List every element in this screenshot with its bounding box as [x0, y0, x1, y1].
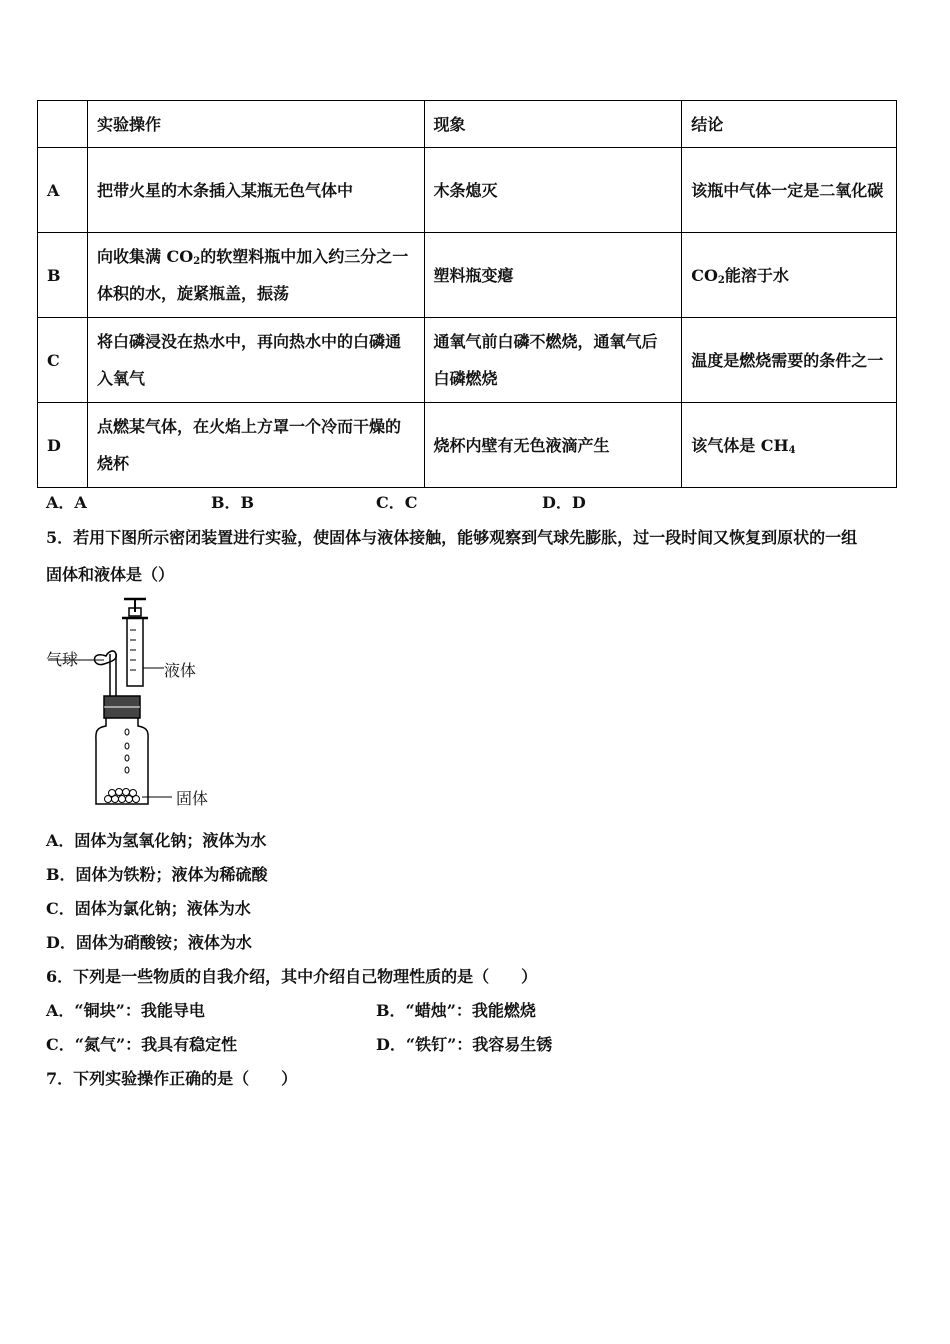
q6-option-c[interactable]: C．“氮气”：我具有稳定性	[46, 1035, 238, 1054]
row-label: D	[38, 403, 88, 488]
header-cell-label	[38, 101, 88, 148]
row-conclusion	[682, 233, 897, 318]
row-operation: 点燃某气体，在火焰上方罩一个冷而干燥的烧杯	[87, 403, 424, 488]
q6-option-a[interactable]: A．“铜块”：我能导电	[46, 1001, 205, 1020]
q4-option-a[interactable]: A．A	[46, 493, 87, 512]
row-label: A	[38, 148, 88, 233]
conclusion-text-pre: CO	[691, 265, 718, 285]
row-operation: 把带火星的木条插入某瓶无色气体中	[87, 148, 424, 233]
row-label: B	[38, 233, 88, 318]
operation-text-pre: 向收集满 CO	[96, 247, 194, 266]
q5-option-b[interactable]: B．固体为铁粉；液体为稀硫酸	[46, 865, 268, 884]
row-conclusion: 该瓶中气体一定是二氧化碳	[682, 148, 897, 233]
row-phenomenon: 塑料瓶变瘪	[424, 233, 682, 318]
subscript: 2	[193, 256, 201, 267]
figure-label-balloon: 气球	[46, 650, 79, 669]
q7-stem: 7．下列实验操作正确的是（ ）	[46, 1069, 298, 1088]
row-phenomenon: 木条熄灭	[424, 148, 682, 233]
q4-option-d[interactable]: D．D	[542, 493, 586, 512]
q5-stem-line1: 5．若用下图所示密闭装置进行实验，使固体与液体接触，能够观察到气球先膨胀，过一段时间又恢复到原状的一组	[46, 528, 858, 547]
q4-option-b[interactable]: B．B	[211, 493, 255, 512]
header-cell-phenomenon: 现象	[424, 101, 682, 148]
row-phenomenon: 烧杯内壁有无色液滴产生	[424, 403, 682, 488]
row-operation	[87, 233, 424, 318]
table-row-a	[38, 148, 897, 233]
table-row-b	[38, 233, 897, 318]
operation-text-post: 的软塑料瓶中加入约三分之一体积的水，旋紧瓶盖，振荡	[96, 247, 409, 303]
apparatus-figure	[44, 594, 224, 814]
subscript: 4	[788, 444, 796, 456]
q4-option-c[interactable]: C．C	[376, 493, 418, 512]
header-cell-operation: 实验操作	[87, 101, 424, 148]
row-conclusion	[682, 403, 897, 488]
row-phenomenon: 通氧气前白磷不燃烧，通氧气后白磷燃烧	[424, 318, 682, 403]
q6-stem: 6．下列是一些物质的自我介绍，其中介绍自己物理性质的是（ ）	[46, 967, 538, 986]
q6-option-b[interactable]: B．“蜡烛”：我能燃烧	[376, 1001, 536, 1020]
header-cell-conclusion: 结论	[682, 101, 897, 148]
q5-option-a[interactable]: A．固体为氢氧化钠；液体为水	[46, 831, 267, 850]
subscript: 2	[717, 274, 725, 286]
conclusion-text-pre: 该气体是 CH	[691, 435, 789, 455]
table-header-row	[38, 101, 897, 148]
figure-label-liquid: 液体	[164, 661, 197, 680]
q5-option-c[interactable]: C．固体为氯化钠；液体为水	[46, 899, 251, 918]
q6-option-d[interactable]: D．“铁钉”：我容易生锈	[376, 1035, 553, 1054]
experiment-table	[37, 100, 897, 488]
q5-stem-line2: 固体和液体是（）	[46, 565, 175, 584]
figure-label-solid: 固体	[176, 789, 209, 808]
conclusion-text-post: 能溶于水	[724, 265, 789, 285]
apparatus-drawing	[44, 594, 224, 814]
table-row-c	[38, 318, 897, 403]
row-operation: 将白磷浸没在热水中，再向热水中的白磷通入氧气	[87, 318, 424, 403]
row-label: C	[38, 318, 88, 403]
row-conclusion: 温度是燃烧需要的条件之一	[682, 318, 897, 403]
table-row-d	[38, 403, 897, 488]
q5-option-d[interactable]: D．固体为硝酸铵；液体为水	[46, 933, 252, 952]
